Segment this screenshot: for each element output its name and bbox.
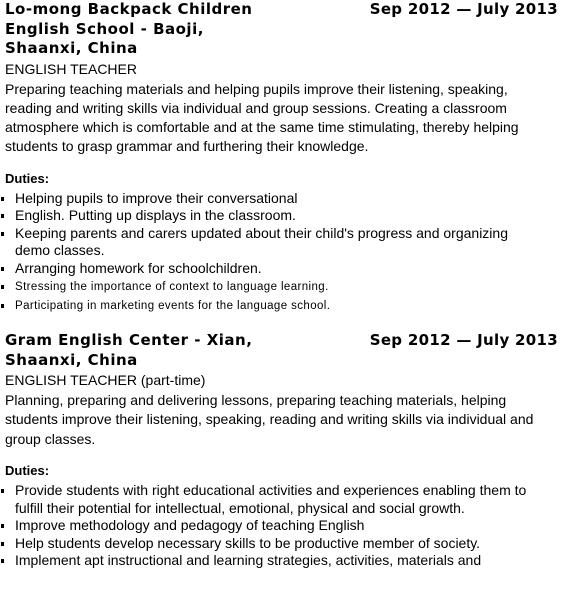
duty-text: Arranging homework for schoolchildren.	[15, 259, 262, 276]
duty-item	[5, 482, 545, 517]
employer-name: Gram English Center - Xian, Shaanxi, China	[5, 331, 253, 369]
duty-item	[5, 225, 545, 260]
duty-item	[5, 260, 545, 278]
job-title: ENGLISH TEACHER	[5, 60, 137, 77]
duty-text: Participating in marketing events for the language school.	[15, 300, 331, 313]
duties-list	[5, 482, 558, 570]
job-entry-lo-mong	[5, 0, 558, 315]
bullet-icon	[1, 559, 4, 563]
job-summary: Preparing teaching materials and helping pupils improve their listening, speaking, reading and writing skills via individual and group sessions. Creating a classroom atmosphere which is comfortable and at the same time stimulating, thereby helping students to grasp grammar and furthering their knowledge.	[5, 80, 519, 155]
duty-item	[5, 298, 545, 315]
duty-text: Keeping parents and carers updated about their child's progress and organizing demo classes.	[15, 224, 508, 259]
duty-text: Helping pupils to improve their conversational	[15, 189, 298, 206]
employment-dates: Sep 2012 — July 2013	[369, 0, 558, 18]
duty-item	[5, 535, 545, 553]
duties-heading: Duties:	[5, 170, 50, 186]
bullet-icon	[1, 304, 4, 308]
bullet-icon	[1, 524, 4, 528]
duty-text: Provide students with right educational activities and experiences enabling them to fulfill their potential for intellectual, emotional, physical and social growth.	[15, 482, 527, 516]
duty-text: English. Putting up displays in the classroom.	[15, 207, 296, 224]
bullet-icon	[1, 214, 4, 218]
duties-heading: Duties:	[5, 463, 50, 479]
duty-text: Implement apt instructional and learning strategies, activities, materials and	[15, 552, 482, 569]
job-header	[5, 331, 558, 370]
bullet-icon	[1, 197, 4, 201]
duty-item	[5, 207, 545, 225]
job-title: ENGLISH TEACHER (part-time)	[5, 372, 206, 389]
job-entry-gram-english	[5, 331, 558, 569]
bullet-icon	[1, 232, 4, 236]
bullet-icon	[1, 489, 4, 493]
duty-item	[5, 552, 545, 570]
duty-item	[5, 517, 545, 535]
job-summary: Planning, preparing and delivering lessons, preparing teaching materials, helping students improve their listening, speaking, reading and writing skills via individual and group classes.	[5, 392, 534, 447]
duty-text: Stressing the importance of context to language learning.	[15, 281, 329, 294]
duty-item	[5, 279, 545, 296]
duties-list	[5, 190, 558, 316]
resume-experience-section	[5, 0, 558, 570]
duty-item	[5, 190, 545, 208]
duty-text: Help students develop necessary skills to be productive member of society.	[15, 534, 481, 551]
job-header	[5, 0, 558, 59]
duty-text: Improve methodology and pedagogy of teaching English	[15, 517, 365, 534]
bullet-icon	[1, 542, 4, 546]
employer-name: Lo-mong Backpack Children English School - Baoji, Shaanxi, China	[5, 0, 253, 57]
bullet-icon	[1, 267, 4, 271]
bullet-icon	[1, 285, 4, 289]
employment-dates: Sep 2012 — July 2013	[369, 331, 558, 350]
